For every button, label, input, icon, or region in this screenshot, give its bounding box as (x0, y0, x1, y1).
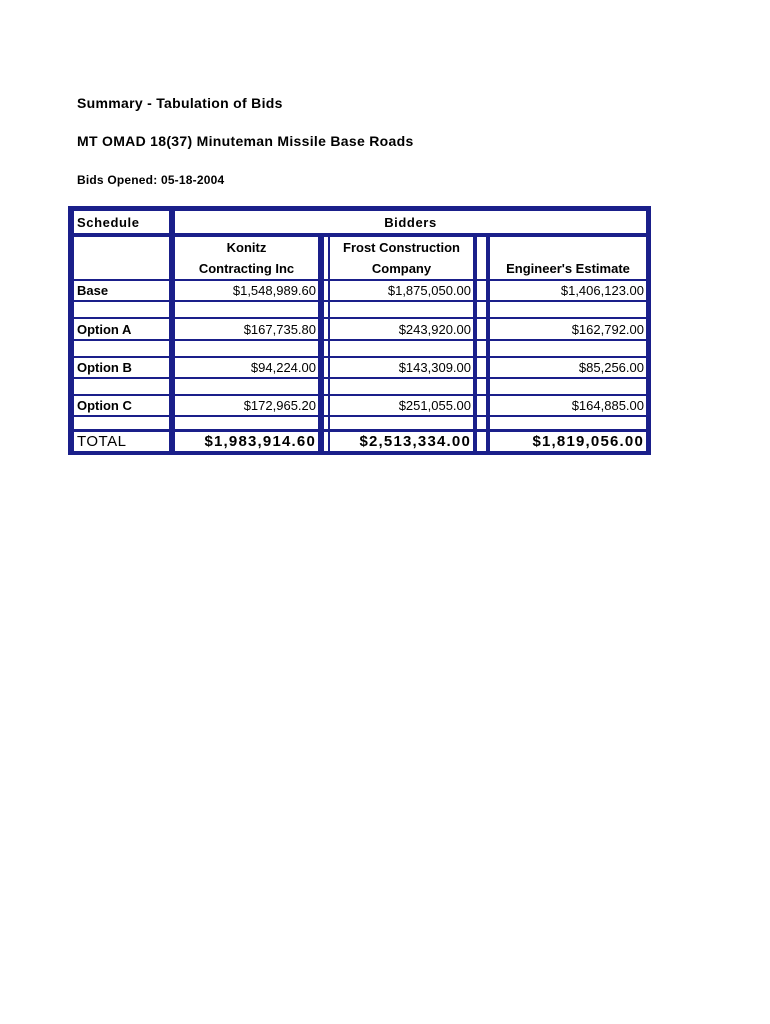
gap-cell (324, 379, 328, 394)
bid-tabulation-table (68, 206, 651, 455)
bids-opened-date: Bids Opened: 05-18-2004 (77, 173, 225, 187)
gap-cell (477, 302, 486, 317)
bidder-name-konitz: Konitz Contracting Inc (175, 237, 318, 279)
schedule-blank-cell (74, 237, 169, 279)
row-label-option-a: Option A (74, 319, 169, 339)
gap-cell (175, 417, 318, 429)
bid-value: $1,548,989.60 (175, 281, 318, 300)
bidder-name-frost: Frost Construction Company (330, 237, 473, 279)
spacer-cell (324, 396, 328, 415)
total-value: $1,819,056.00 (490, 432, 646, 451)
bid-value: $167,735.80 (175, 319, 318, 339)
bid-value: $1,875,050.00 (330, 281, 473, 300)
total-value: $2,513,334.00 (330, 432, 473, 451)
project-title: MT OMAD 18(37) Minuteman Missile Base Roads (77, 133, 414, 149)
bid-value: $162,792.00 (490, 319, 646, 339)
gap-cell (477, 379, 486, 394)
bid-value: $243,920.00 (330, 319, 473, 339)
spacer-cell (477, 358, 486, 377)
spacer-cell (324, 237, 328, 279)
bid-value: $251,055.00 (330, 396, 473, 415)
total-value: $1,983,914.60 (175, 432, 318, 451)
gap-cell (324, 302, 328, 317)
gap-cell (477, 341, 486, 356)
bidder-name-engineer: Engineer's Estimate (490, 237, 646, 279)
gap-cell (175, 341, 318, 356)
gap-cell (74, 341, 169, 356)
row-label-option-c: Option C (74, 396, 169, 415)
row-label-option-b: Option B (74, 358, 169, 377)
spacer-cell (324, 432, 328, 451)
gap-cell (175, 379, 318, 394)
gap-cell (490, 417, 646, 429)
gap-cell (330, 379, 473, 394)
bid-value: $1,406,123.00 (490, 281, 646, 300)
gap-cell (324, 341, 328, 356)
spacer-cell (324, 358, 328, 377)
bidders-header: Bidders (175, 211, 646, 233)
gap-cell (74, 302, 169, 317)
bid-value: $143,309.00 (330, 358, 473, 377)
gap-cell (330, 302, 473, 317)
page-title: Summary - Tabulation of Bids (77, 95, 283, 111)
spacer-cell (477, 237, 486, 279)
gap-cell (490, 302, 646, 317)
bid-value: $94,224.00 (175, 358, 318, 377)
spacer-cell (324, 319, 328, 339)
gap-cell (175, 302, 318, 317)
row-label-total: TOTAL (74, 432, 169, 451)
spacer-cell (477, 319, 486, 339)
spacer-cell (477, 281, 486, 300)
gap-cell (330, 341, 473, 356)
row-label-base: Base (74, 281, 169, 300)
schedule-header: Schedule (74, 211, 169, 233)
gap-cell (490, 379, 646, 394)
gap-cell (74, 379, 169, 394)
bid-value: $164,885.00 (490, 396, 646, 415)
spacer-cell (477, 432, 486, 451)
gap-cell (324, 417, 328, 429)
gap-cell (74, 417, 169, 429)
gap-cell (477, 417, 486, 429)
spacer-cell (477, 396, 486, 415)
bid-value: $85,256.00 (490, 358, 646, 377)
spacer-cell (324, 281, 328, 300)
bid-value: $172,965.20 (175, 396, 318, 415)
gap-cell (330, 417, 473, 429)
gap-cell (490, 341, 646, 356)
